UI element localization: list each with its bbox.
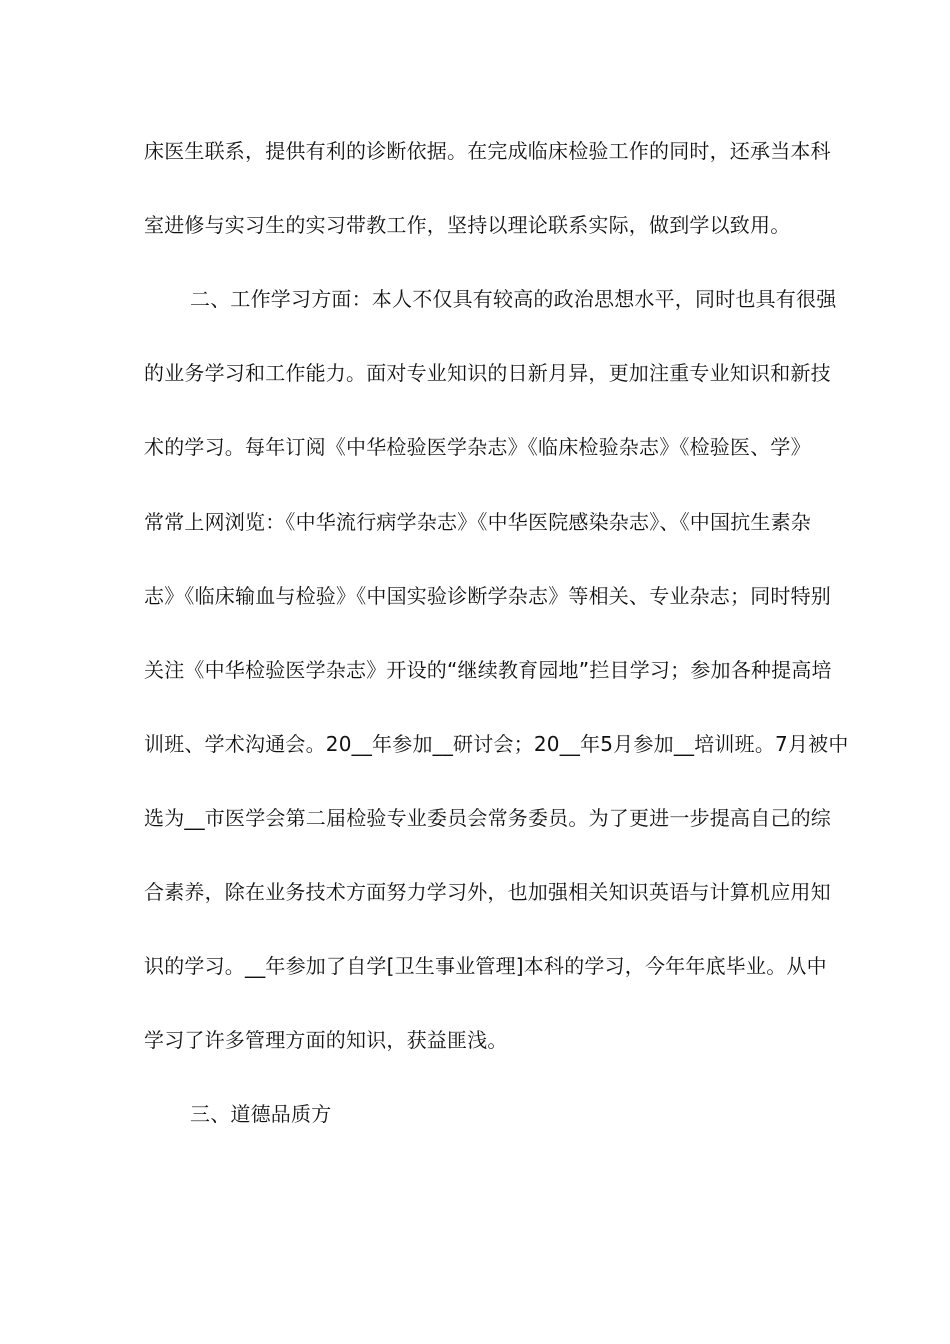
body-text-line: 常常上网浏览：《中华流行病学杂志》《中华医院感染杂志》、《中国抗生素杂 [144, 510, 811, 534]
body-text-line: 的业务学习和工作能力。面对专业知识的日新月异，更加注重专业知识和新技 [144, 361, 831, 385]
body-text-line: 志》《临床输血与检验》《中国实验诊断学杂志》等相关、专业杂志；同时特别 [144, 584, 831, 608]
body-text-line: 床医生联系，提供有利的诊断依据。在完成临床检验工作的同时，还承当本科 [144, 139, 831, 163]
body-text-line: 术的学习。每年订阅《中华检验医学杂志》《临床检验杂志》《检验医、学》 [144, 435, 811, 459]
body-text-line: 识的学习。__年参加了自学[卫生事业管理]本科的学习，今年年底毕业。从中 [144, 954, 827, 978]
section-three-heading-line: 三、道德品质方 [190, 1102, 332, 1126]
body-text-line: 训班、学术沟通会。20__年参加__研讨会；20__年5月参加__培训班。7月被中 [144, 732, 849, 756]
body-text-line: 关注《中华检验医学杂志》开设的“继续教育园地”拦目学习；参加各种提高培 [144, 658, 832, 682]
body-text-line: 选为__市医学会第二届检验专业委员会常务委员。为了更进一步提高自己的综 [144, 806, 831, 830]
body-text-line: 合素养，除在业务技术方面努力学习外，也加强相关知识英语与计算机应用知 [144, 880, 831, 904]
body-text-line: 学习了许多管理方面的知识，获益匪浅。 [144, 1028, 508, 1052]
section-two-heading-line: 二、工作学习方面：本人不仅具有较高的政治思想水平，同时也具有很强 [190, 287, 837, 311]
body-text-line: 室进修与实习生的实习带教工作，坚持以理论联系实际，做到学以致用。 [144, 213, 791, 237]
